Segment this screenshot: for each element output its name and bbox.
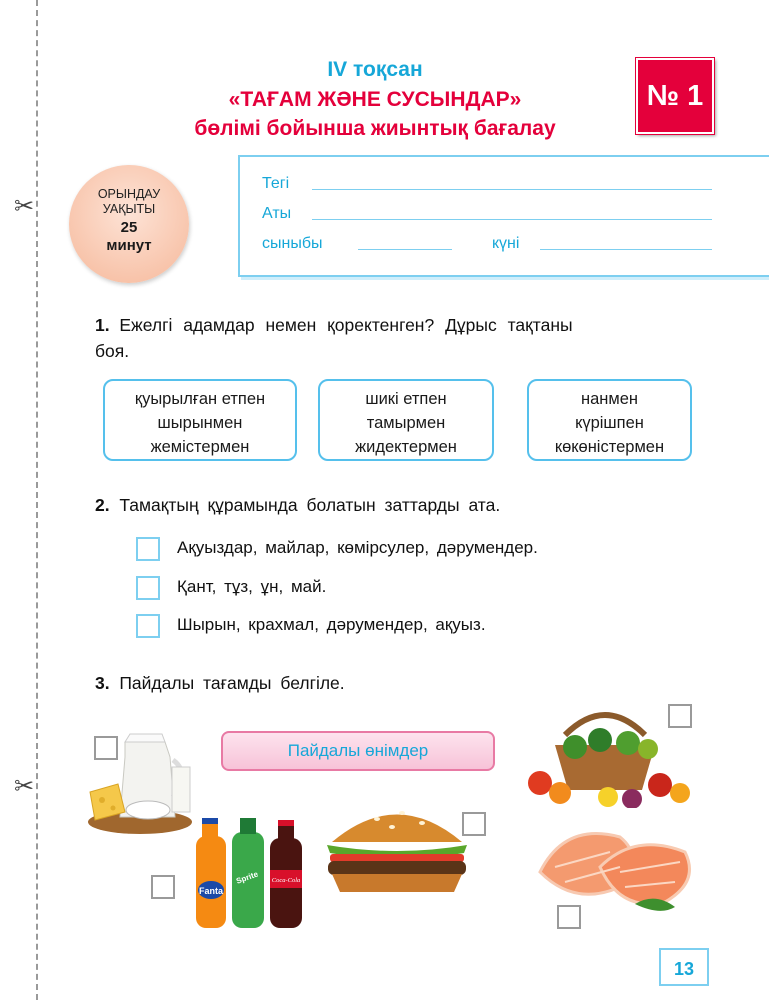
q2-checkbox-2[interactable] xyxy=(136,576,160,600)
q1-option-3[interactable]: нанмен күрішпен көкөністермен xyxy=(527,379,692,461)
quarter-title: IV тоқсан xyxy=(327,58,423,81)
dairy-checkbox[interactable] xyxy=(94,736,118,760)
fruits-checkbox[interactable] xyxy=(668,704,692,728)
cut-line xyxy=(36,0,38,1000)
time-label: ОРЫНДАУ УАҚЫТЫ xyxy=(97,187,161,216)
q2-checkbox-3[interactable] xyxy=(136,614,160,638)
drinks-checkbox[interactable] xyxy=(151,875,175,899)
question-3: 3. Пайдалы тағамды белгіле. xyxy=(95,673,345,693)
scissors-icon: ✂ xyxy=(14,773,35,800)
q2-option-3: Шырын, крахмал, дәрумендер, ақуыз. xyxy=(177,615,486,634)
fish-image xyxy=(525,812,700,919)
soft-drinks-image xyxy=(188,818,323,932)
burger-checkbox[interactable] xyxy=(462,812,486,836)
time-value: 25 минут xyxy=(106,219,152,254)
surname-label: Тегі xyxy=(262,175,290,192)
question-2: 2. Тамақтың құрамында болатын заттарды ата. xyxy=(95,495,501,515)
sprite-brand-text: Sprite xyxy=(234,869,260,886)
question-1: 1. Ежелгі адамдар немен қоректенген? Дұрыс тақтаны боя. xyxy=(95,315,573,361)
q2-checkbox-1[interactable] xyxy=(136,537,160,561)
useful-products-label: Пайдалы өнімдер xyxy=(221,731,495,771)
name-field[interactable] xyxy=(312,219,712,220)
q1-option-2[interactable]: шикі етпен тамырмен жидектермен xyxy=(318,379,494,461)
page-number: 13 xyxy=(659,948,709,986)
assessment-number-badge: № 1 xyxy=(636,58,714,134)
date-field[interactable] xyxy=(540,249,712,250)
scissors-icon: ✂ xyxy=(14,193,35,220)
class-field[interactable] xyxy=(358,249,452,250)
fanta-brand-text: Fanta xyxy=(198,886,224,896)
q2-option-1: Ақуыздар, майлар, көмірсулер, дәрумендер. xyxy=(177,538,538,557)
fish-checkbox[interactable] xyxy=(557,905,581,929)
burger-image xyxy=(322,797,472,897)
assessment-subtitle: бөлімі бойынша жиынтық бағалау xyxy=(194,117,556,140)
q1-option-1[interactable]: қуырылған етпен шырынмен жемістермен xyxy=(103,379,297,461)
name-label: Аты xyxy=(262,205,292,222)
time-badge xyxy=(69,165,189,283)
topic-title: «ТАҒАМ ЖӘНЕ СУСЫНДАР» xyxy=(228,88,522,111)
date-label: күні xyxy=(492,235,520,252)
surname-field[interactable] xyxy=(312,189,712,190)
q2-option-2: Қант, тұз, ұн, май. xyxy=(177,577,327,596)
cola-brand-text: Coca-Cola xyxy=(271,877,301,884)
class-label: сыныбы xyxy=(262,235,323,252)
student-info-form xyxy=(238,155,769,277)
